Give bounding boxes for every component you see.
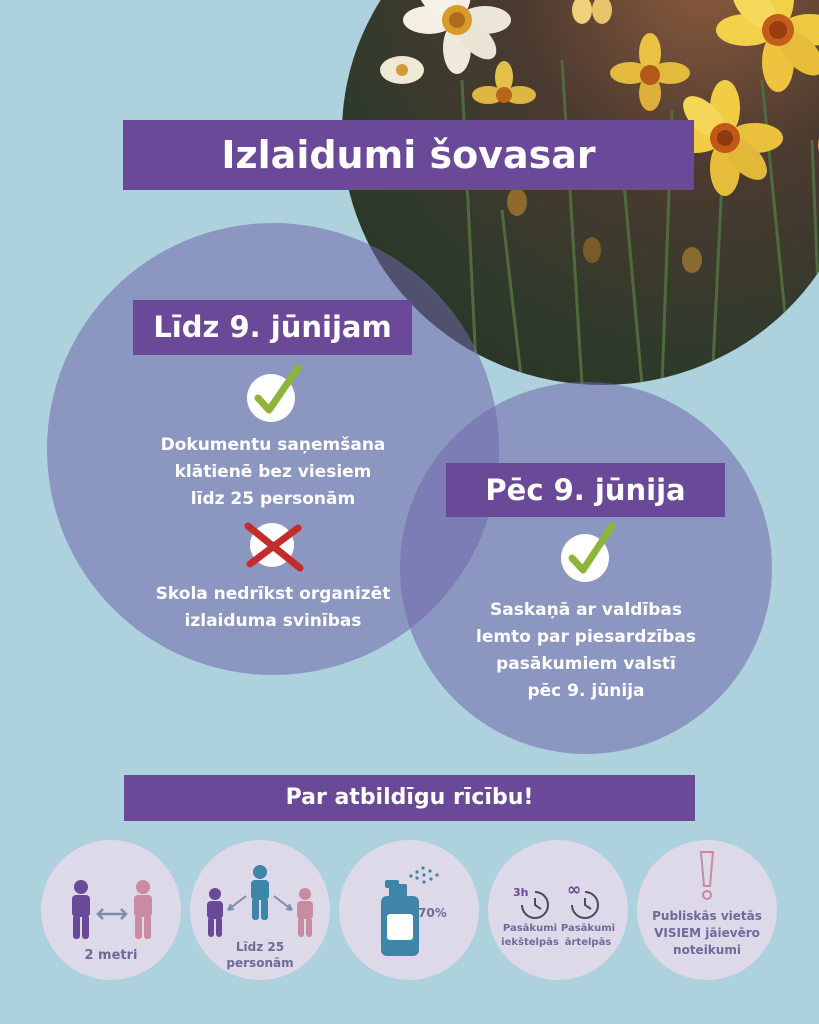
- after-line-2: lemto par piesardzības: [476, 627, 696, 647]
- group-card: [190, 840, 330, 980]
- allowed-line-3: līdz 25 personām: [190, 489, 356, 509]
- forbidden-line-1: Skola nedrīkst organizēt: [155, 584, 391, 604]
- allowed-line-1: Dokumentu saņemšana: [160, 435, 386, 455]
- after-line-4: pēc 9. jūnija: [527, 681, 645, 701]
- events-card: [488, 840, 628, 980]
- indoor-time: 3h: [513, 886, 529, 899]
- rules-card: [637, 840, 777, 980]
- two-people-distance-icon: [67, 878, 157, 942]
- distance-card: [41, 840, 181, 980]
- outdoor-label-line-2: ārtelpās: [564, 937, 612, 948]
- indoor-label-line-2: iekštelpās: [501, 937, 559, 948]
- exclamation-icon: [696, 850, 718, 902]
- page-title: Izlaidumi šovasar: [221, 133, 596, 177]
- rules-line-3: noteikumi: [673, 943, 741, 957]
- distance-label: 2 metri: [84, 948, 138, 963]
- rules-line-1: Publiskās vietās: [652, 909, 762, 923]
- outdoor-time: ∞: [567, 880, 582, 900]
- sanitizer-label: 70%: [418, 906, 447, 920]
- sanitizer-card: [339, 840, 479, 980]
- check-icon: [560, 520, 622, 584]
- outdoor-label-line-1: Pasākumi: [560, 923, 616, 934]
- title-banner: [123, 120, 694, 190]
- responsibility-banner: [124, 775, 695, 821]
- group-label-line-1: Līdz 25: [235, 940, 285, 954]
- indoor-label-line-1: Pasākumi: [502, 923, 558, 934]
- forbidden-line-2: izlaiduma svinības: [184, 611, 362, 631]
- before-heading-banner: [133, 300, 412, 355]
- clock-icon: [568, 890, 602, 920]
- before-heading: Līdz 9. jūnijam: [153, 310, 392, 344]
- after-line-1: Saskaņā ar valdības: [489, 600, 682, 620]
- responsibility-heading: Par atbildīgu rīcību!: [285, 785, 534, 810]
- after-line-3: pasākumiem valstī: [496, 654, 676, 674]
- cross-icon: [242, 518, 306, 574]
- rules-line-2: VISIEM jāievēro: [654, 926, 760, 940]
- group-icon: [200, 864, 320, 944]
- after-heading: Pēc 9. jūnija: [485, 473, 686, 507]
- clock-icon: [518, 890, 552, 920]
- after-heading-banner: [446, 463, 725, 517]
- group-label-line-2: personām: [226, 956, 294, 970]
- check-icon: [246, 362, 308, 424]
- allowed-line-2: klātienē bez viesiem: [174, 462, 372, 482]
